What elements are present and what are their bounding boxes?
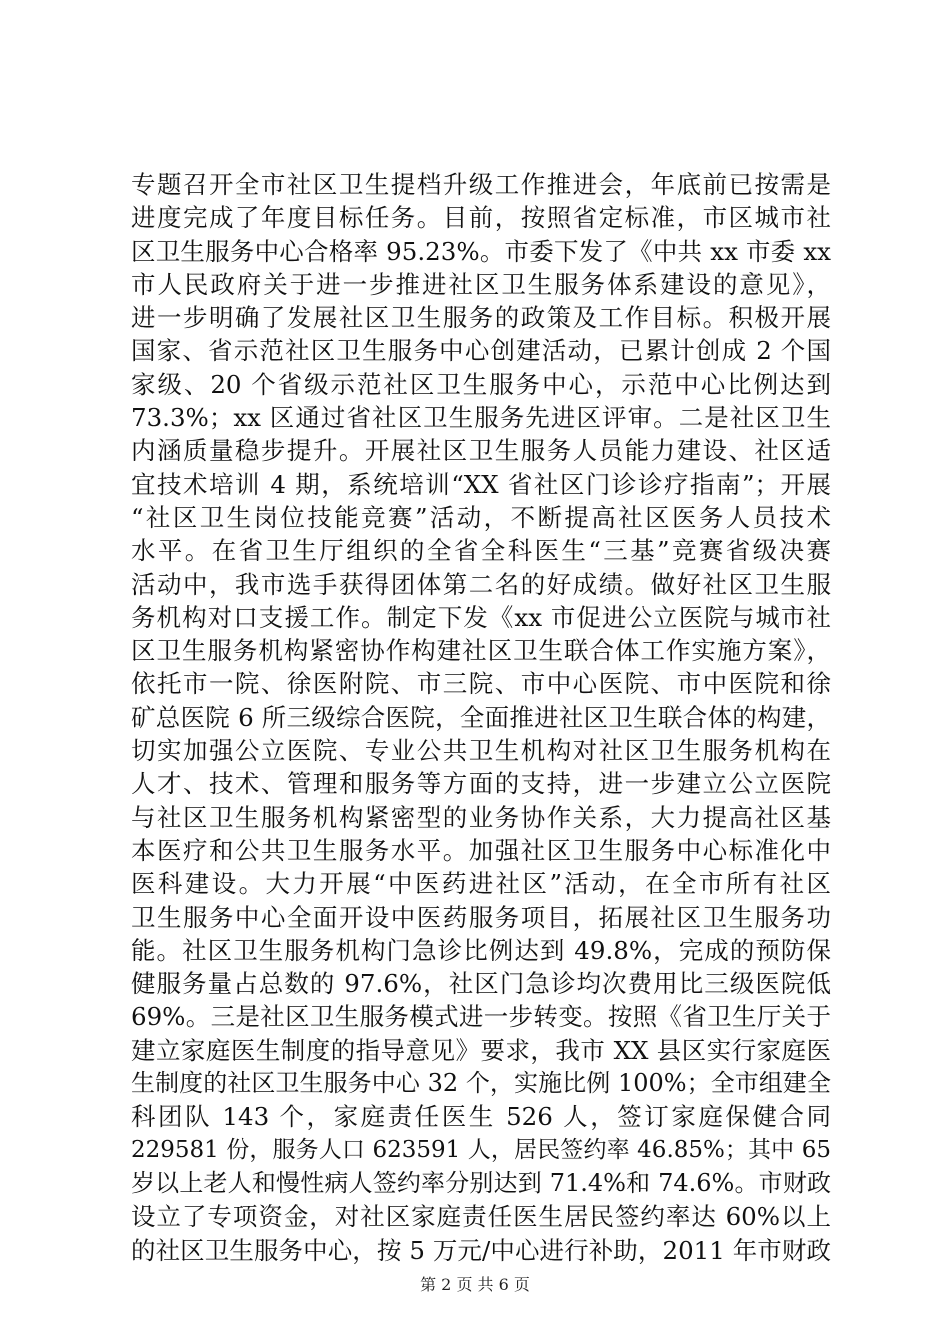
text-line: 的社区卫生服务中心，按 5 万元/中心进行补助，2011 年市财政: [131, 1235, 831, 1265]
text-line: 切实加强公立医院、专业公共卫生机构对社区卫生服务机构在: [131, 736, 831, 766]
text-line: 区卫生服务机构紧密协作构建社区卫生联合体工作实施方案》，: [131, 636, 831, 666]
text-line: 家级、20 个省级示范社区卫生服务中心，示范中心比例达到: [131, 369, 831, 399]
text-line: 宜技术培训 4 期，系统培训“XX 省社区门诊诊疗指南”；开展: [131, 469, 831, 499]
text-line: 科团队 143 个，家庭责任医生 526 人，签订家庭保健合同: [131, 1102, 831, 1132]
text-line: 岁以上老人和慢性病人签约率分别达到 71.4%和 74.6%。市财政: [131, 1168, 831, 1197]
text-line: 专题召开全市社区卫生提档升级工作推进会，年底前已按需是: [131, 170, 831, 199]
text-line: 73.3%；xx 区通过省社区卫生服务先进区评审。二是社区卫生: [131, 403, 831, 433]
text-line: 卫生服务中心全面开设中医药服务项目，拓展社区卫生服务功: [131, 902, 831, 932]
text-line: 内涵质量稳步提升。开展社区卫生服务人员能力建设、社区适: [131, 436, 831, 466]
text-line: 区卫生服务中心合格率 95.23%。市委下发了《中共 xx 市委 xx: [131, 236, 831, 266]
text-line: “社区卫生岗位技能竞赛”活动，不断提高社区医务人员技术: [131, 502, 831, 532]
text-line: 水平。在省卫生厅组织的全省全科医生“三基”竞赛省级决赛: [131, 536, 831, 566]
text-line: 务机构对口支援工作。制定下发《xx 市促进公立医院与城市社: [131, 602, 831, 632]
text-line: 国家、省示范社区卫生服务中心创建活动，已累计创成 2 个国: [131, 336, 831, 366]
page-footer: 第 2 页 共 6 页: [420, 1275, 530, 1294]
text-line: 进度完成了年度目标任务。目前，按照省定标准，市区城市社: [131, 203, 831, 233]
text-line: 矿总医院 6 所三级综合医院，全面推进社区卫生联合体的构建，: [131, 702, 831, 732]
text-line: 生制度的社区卫生服务中心 32 个，实施比例 100%；全市组建全: [131, 1069, 831, 1098]
text-line: 活动中，我市选手获得团体第二名的好成绩。做好社区卫生服: [131, 569, 831, 599]
text-line: 健服务量占总数的 97.6%，社区门急诊均次费用比三级医院低: [131, 969, 831, 999]
text-line: 建立家庭医生制度的指导意见》要求，我市 XX 县区实行家庭医: [131, 1035, 831, 1065]
text-line: 与社区卫生服务机构紧密型的业务协作关系，大力提高社区基: [131, 802, 831, 832]
text-line: 229581 份，服务人口 623591 人，居民签约率 46.85%；其中 65: [131, 1136, 831, 1163]
text-line: 能。社区卫生服务机构门急诊比例达到 49.8%，完成的预防保: [131, 935, 831, 965]
text-line: 医科建设。大力开展“中医药进社区”活动，在全市所有社区: [131, 869, 831, 899]
text-line: 进一步明确了发展社区卫生服务的政策及工作目标。积极开展: [131, 303, 831, 333]
text-line: 依托市一院、徐医附院、市三院、市中心医院、市中医院和徐: [131, 669, 831, 699]
text-line: 69%。三是社区卫生服务模式进一步转变。按照《省卫生厅关于: [131, 1002, 831, 1032]
body-text: [131, 168, 831, 1267]
text-line: 人才、技术、管理和服务等方面的支持，进一步建立公立医院: [131, 769, 831, 799]
text-line: 设立了专项资金，对社区家庭责任医生居民签约率达 60%以上: [131, 1202, 831, 1232]
text-line: 本医疗和公共卫生服务水平。加强社区卫生服务中心标准化中: [131, 835, 831, 865]
text-line: 市人民政府关于进一步推进社区卫生服务体系建设的意见》，: [131, 269, 831, 299]
